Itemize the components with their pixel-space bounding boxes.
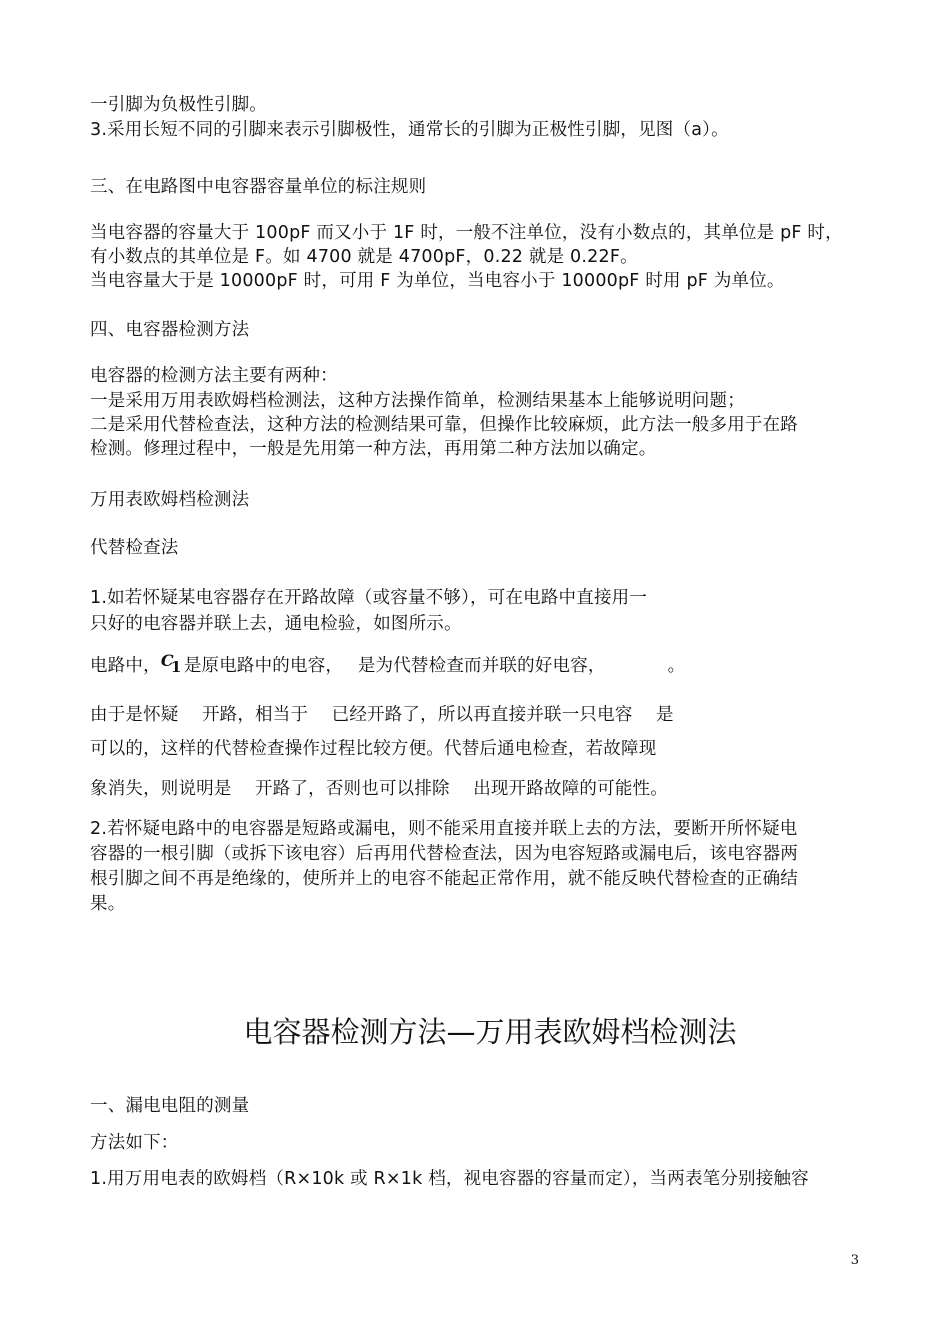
text-line: 根引脚之间不再是绝缘的，使所并上的电容不能起正常作用，就不能反映代替检查的正确结 (90, 869, 798, 889)
text-line: 电容器的检测方法主要有两种： (90, 366, 338, 386)
text-line: 3.采用长短不同的引脚来表示引脚极性，通常长的引脚为正极性引脚，见图（a）。 (90, 120, 729, 140)
text-segment: 是原电路中的电容， 是为代替检查而并联的好电容， 。 (183, 656, 686, 676)
text-line: 有小数点的其单位是 F。如 4700 就是 4700pF，0.22 就是 0.22F。 (90, 247, 638, 267)
section-title: 电容器检测方法—万用表欧姆档检测法 (243, 1015, 737, 1049)
text-line: 一引脚为负极性引脚。 (90, 95, 267, 115)
section-heading: 三、在电路图中电容器容量单位的标注规则 (90, 177, 427, 197)
capacitor-c1-symbol (161, 653, 183, 677)
section-heading: 一、漏电电阻的测量 (90, 1096, 250, 1116)
text-line: 二是采用代替检查法，这种方法的检测结果可靠，但操作比较麻烦，此方法一般多用于在路 (90, 415, 798, 435)
text-line-with-symbol (90, 653, 685, 678)
text-segment: 电路中， (90, 656, 161, 676)
text-line: 当电容器的容量大于 100pF 而又小于 1F 时，一般不注单位，没有小数点的，其单位是 pF 时， (90, 223, 843, 243)
text-line: 可以的，这样的代替检查操作过程比较方便。代替后通电检查，若故障现 (90, 739, 657, 759)
text-line: 当电容量大于是 10000pF 时，可用 F 为单位，当电容小于 10000pF 时用 pF 为单位。 (90, 271, 785, 291)
text-line: 果。 (90, 894, 126, 914)
text-line: 方法如下： (90, 1133, 179, 1153)
section-heading: 四、电容器检测方法 (90, 320, 250, 340)
subsection-heading: 万用表欧姆档检测法 (90, 490, 250, 510)
text-line: 1.如若怀疑某电容器存在开路故障（或容量不够），可在电路中直接用一 (90, 588, 648, 608)
text-line: 由于是怀疑 开路，相当于 已经开路了，所以再直接并联一只电容 是 (90, 705, 674, 725)
text-line: 2.若怀疑电路中的电容器是短路或漏电，则不能采用直接并联上去的方法，要断开所怀疑电 (90, 819, 798, 839)
text-line: 象消失，则说明是 开路了，否则也可以排除 出现开路故障的可能性。 (90, 779, 668, 799)
page-number: 3 (850, 1253, 859, 1268)
symbol-subscript: 1 (170, 658, 182, 676)
text-line: 一是采用万用表欧姆档检测法，这种方法操作简单，检测结果基本上能够说明问题； (90, 391, 745, 411)
subsection-heading: 代替检查法 (90, 538, 179, 558)
text-line: 只好的电容器并联上去，通电检验，如图所示。 (90, 614, 462, 634)
text-line: 容器的一根引脚（或拆下该电容）后再用代替检查法，因为电容短路或漏电后，该电容器两 (90, 844, 798, 864)
symbol-letter: C (160, 651, 174, 670)
text-line: 检测。修理过程中，一般是先用第一种方法，再用第二种方法加以确定。 (90, 439, 657, 459)
text-line: 1.用万用电表的欧姆档（R×10k 或 R×1k 档，视电容器的容量而定），当两表笔分别接触容 (90, 1169, 809, 1189)
